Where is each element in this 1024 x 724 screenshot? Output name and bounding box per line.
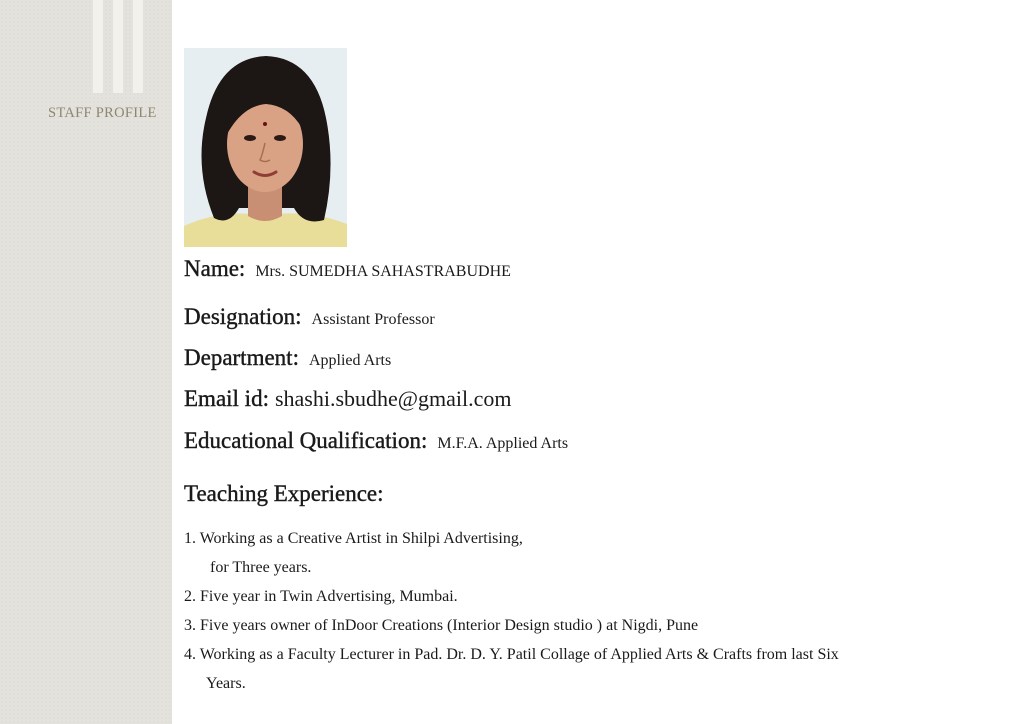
email-value[interactable]: shashi.sbudhe@gmail.com <box>274 386 512 411</box>
department-row <box>184 345 391 371</box>
designation-value: Assistant Professor <box>311 311 435 328</box>
experience-line: 2. Five year in Twin Advertising, Mumbai. <box>184 588 458 605</box>
name-row <box>184 256 511 282</box>
name-label: Name: <box>184 256 246 281</box>
experience-line: 1. Working as a Creative Artist in Shilpi Advertising, <box>184 530 523 547</box>
name-value: Mrs. SUMEDHA SAHASTRABUDHE <box>255 263 511 280</box>
designation-label: Designation: <box>184 304 302 329</box>
qualification-row <box>184 428 568 454</box>
sidebar-title: STAFF PROFILE <box>48 105 157 121</box>
sidebar-stripe <box>133 0 143 93</box>
qualification-value: M.F.A. Applied Arts <box>437 435 569 452</box>
email-label: Email id: <box>184 386 269 411</box>
qualification-label: Educational Qualification: <box>184 428 428 453</box>
sidebar-stripe <box>113 0 123 93</box>
experience-line: for Three years. <box>210 559 312 576</box>
experience-heading: Teaching Experience: <box>184 481 384 506</box>
department-label: Department: <box>184 345 299 370</box>
portrait-illustration <box>184 48 347 247</box>
experience-line: Years. <box>206 675 246 692</box>
sidebar-stripe <box>93 0 103 93</box>
sidebar <box>0 0 172 724</box>
department-value: Applied Arts <box>308 352 392 369</box>
designation-row <box>184 304 435 330</box>
experience-line: 3. Five years owner of InDoor Creations (Interior Design studio ) at Nigdi, Pune <box>184 617 699 634</box>
email-row <box>184 386 512 412</box>
experience-line: 4. Working as a Faculty Lecturer in Pad. Dr. D. Y. Patil Collage of Applied Arts & Crafts from last Six <box>184 646 839 663</box>
profile-photo <box>184 48 347 247</box>
